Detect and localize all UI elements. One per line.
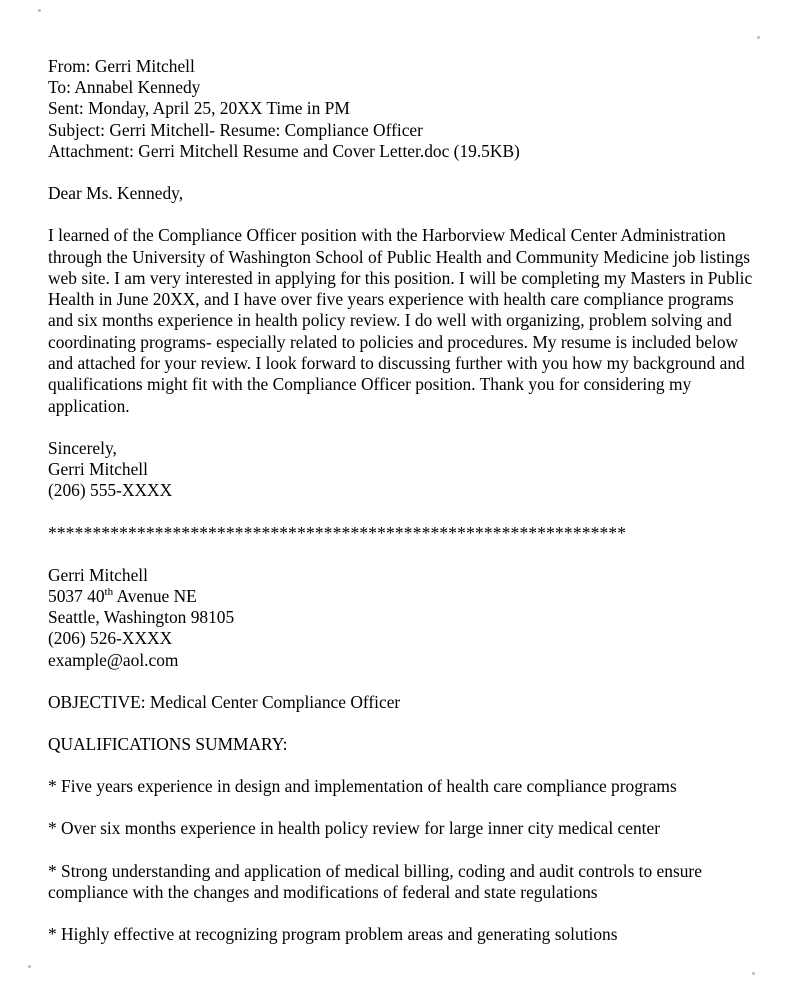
- resume-email: example@aol.com: [48, 649, 179, 670]
- spacer: [48, 671, 754, 692]
- address-street: Avenue NE: [113, 585, 197, 606]
- resume-city-state-zip: Seattle, Washington 98105: [48, 607, 235, 628]
- letter-body-paragraph: I learned of the Compliance Officer position with the Harborview Medical Center Administration through the University of Washington School of Public Health and Community Medicine job listings web site. I am very interested in applying for this position. I will be completing my Masters in Public Health in June 20XX, and I have over five years experience with health care compliance programs and six months experience in health policy review. I do well with organizing, problem solving and coordinating programs- especially related to policies and procedures. My resume is included below and attached for your review. I look forward to discussing further with you how my background and qualifications might fit with the Compliance Officer position. Thank you for considering my application.: [48, 225, 753, 416]
- scan-speckle: [752, 972, 755, 975]
- spacer: [48, 797, 754, 818]
- salutation: Dear Ms. Kennedy,: [48, 183, 184, 204]
- email-sent: Sent: Monday, April 25, 20XX Time in PM: [48, 98, 350, 119]
- qualification-item: * Highly effective at recognizing program problem areas and generating solutions: [48, 924, 618, 945]
- closing-signoff: Sincerely,: [48, 437, 117, 458]
- qualification-item: * Strong understanding and application of medical billing, coding and audit controls to ensure compliance with the changes and modifications of federal and state regulations: [48, 860, 702, 903]
- scan-speckle: [28, 965, 31, 968]
- email-from: From: Gerri Mitchell: [48, 56, 195, 76]
- qualification-item: * Over six months experience in health policy review for large inner city medical center: [48, 818, 660, 839]
- resume-objective: OBJECTIVE: Medical Center Compliance Officer: [48, 691, 401, 712]
- spacer: [48, 840, 754, 861]
- scan-speckle: [38, 9, 41, 12]
- spacer: [48, 903, 754, 924]
- spacer: [48, 713, 754, 734]
- closing-name: Gerri Mitchell: [48, 459, 148, 480]
- spacer: [48, 502, 754, 523]
- address-number: 5037 40: [48, 585, 105, 606]
- resume-street-address: [48, 586, 754, 607]
- spacer: [48, 755, 754, 776]
- email-subject: Subject: Gerri Mitchell- Resume: Compliance Officer: [48, 119, 423, 140]
- address-ordinal-suffix: th: [104, 586, 114, 599]
- letter-closing: [48, 438, 754, 502]
- spacer: [48, 204, 754, 225]
- qualifications-heading: QUALIFICATIONS SUMMARY:: [48, 733, 288, 754]
- spacer: [48, 162, 754, 183]
- scan-speckle: [757, 36, 760, 39]
- closing-phone: (206) 555-XXXX: [48, 480, 173, 501]
- resume-contact-block: [48, 565, 754, 671]
- resume-name: Gerri Mitchell: [48, 564, 148, 585]
- spacer: [48, 417, 754, 438]
- spacer: [48, 544, 754, 565]
- section-divider: *****************************************************************: [48, 522, 627, 543]
- email-header: [48, 56, 754, 162]
- qualification-item: * Five years experience in design and implementation of health care compliance programs: [48, 776, 677, 797]
- document-body: [48, 56, 754, 946]
- email-attachment: Attachment: Gerri Mitchell Resume and Cover Letter.doc (19.5KB): [48, 140, 520, 161]
- resume-phone: (206) 526-XXXX: [48, 628, 173, 649]
- email-to: To: Annabel Kennedy: [48, 77, 201, 98]
